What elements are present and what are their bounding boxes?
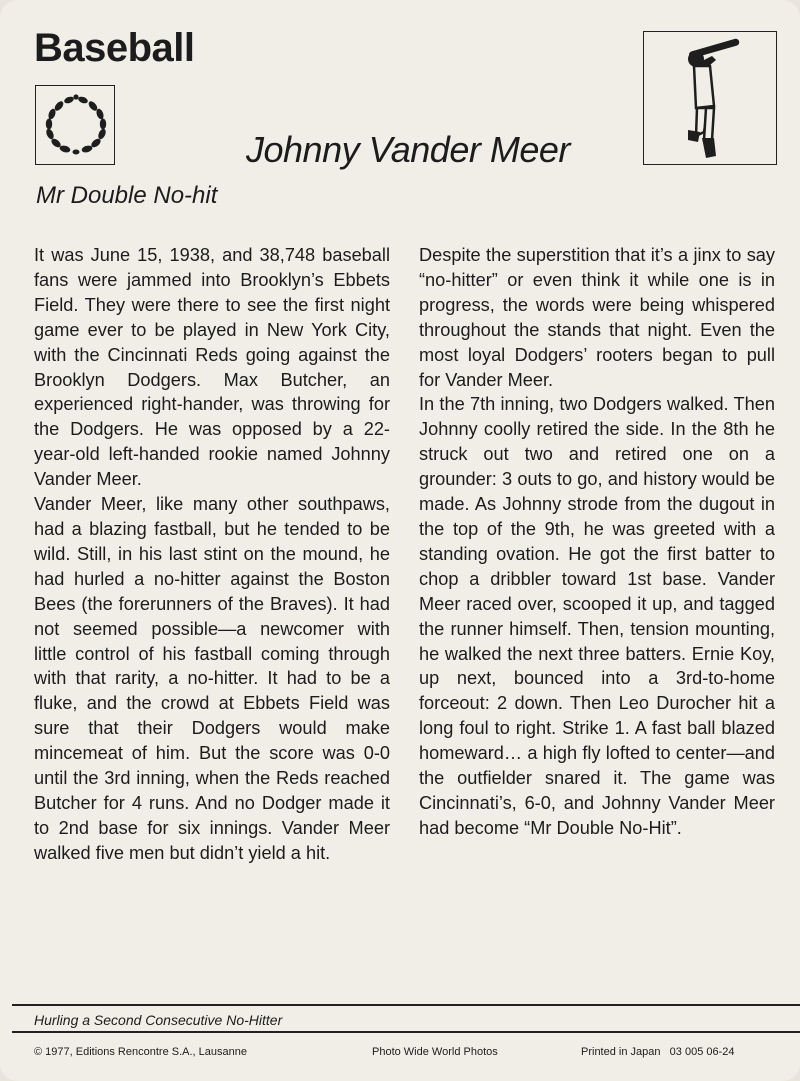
sport-pictogram-box xyxy=(643,31,777,165)
laurel-wreath-icon xyxy=(36,86,116,166)
emblem-box xyxy=(35,85,115,165)
divider-bottom xyxy=(12,1031,800,1033)
divider-top xyxy=(12,1004,800,1006)
photo-credit: Photo Wide World Photos xyxy=(372,1046,498,1058)
body-left-column xyxy=(34,243,390,866)
print-info: Printed in Japan 03 005 06-24 xyxy=(581,1046,735,1058)
copyright-text: © 1977, Editions Rencontre S.A., Lausanne xyxy=(34,1046,247,1058)
photo-caption: Hurling a Second Consecutive No-Hitter xyxy=(34,1012,283,1028)
body-right-column xyxy=(419,243,775,841)
card-subtitle: Mr Double No-hit xyxy=(36,182,218,209)
paragraph: It was June 15, 1938, and 38,748 baseball fans were jammed into Brooklyn’s Ebbets Field. They were there to see the first night game ever to be played in New York City, with the Cincinnati Reds going against the Brooklyn Dodgers. Max Butcher, an experienced right-hander, was throwing for the Dodgers. He was opposed by a 22-year-old left-handed rookie named Johnny Vander Meer. xyxy=(34,245,390,490)
paragraph: Despite the superstition that it’s a jinx to say “no-hitter” or even think it while one is in progress, the words were being whispered throughout the stands that night. Even the most loyal Dodgers’ rooters began to pull for Vander Meer. xyxy=(419,245,775,390)
paragraph: In the 7th inning, two Dodgers walked. Then Johnny coolly retired the side. In the 8th he struck out two and retired one on a grounder: 3 outs to go, and history would be made. As Johnny strode from the dugout in the top of the 9th, he was greeted with a standing ovation. He got the first batter to chop a dribbler toward 1st base. Vander Meer raced over, scooped it up, and tagged the runner himself. Then, tension mounting, he walked the next three batters. Ernie Koy, up next, bounced into a 3rd-to-home forceout: 2 down. Then Leo Durocher hit a long foul to right. Strike 1. A fast ball blazed homeward… a high fly lofted to center—and the outfielder snared it. The game was Cincinnati’s, 6-0, and Johnny Vander Meer had become “Mr Double No-Hit”. xyxy=(419,394,775,838)
paragraph: Vander Meer, like many other southpaws, had a blazing fastball, but he tended to be wild. Still, in his last stint on the mound, he had hurled a no-hitter against the Boston Bees (the forerunners of the Braves). It had not seemed possible—a newcomer with little control of his fastball coming through with that rarity, a no-hitter. It had to be a fluke, and the crowd at Ebbets Field was sure that their Dodgers would make mincemeat of him. But the score was 0-0 until the 3rd inning, when the Reds reached Butcher for 4 runs. And no Dodger made it to 2nd base for six innings. Vander Meer walked five men but didn’t yield a hit. xyxy=(34,494,390,863)
baseball-batter-icon xyxy=(644,32,778,166)
category-title: Baseball xyxy=(34,26,195,70)
player-name: Johnny Vander Meer xyxy=(246,129,570,170)
